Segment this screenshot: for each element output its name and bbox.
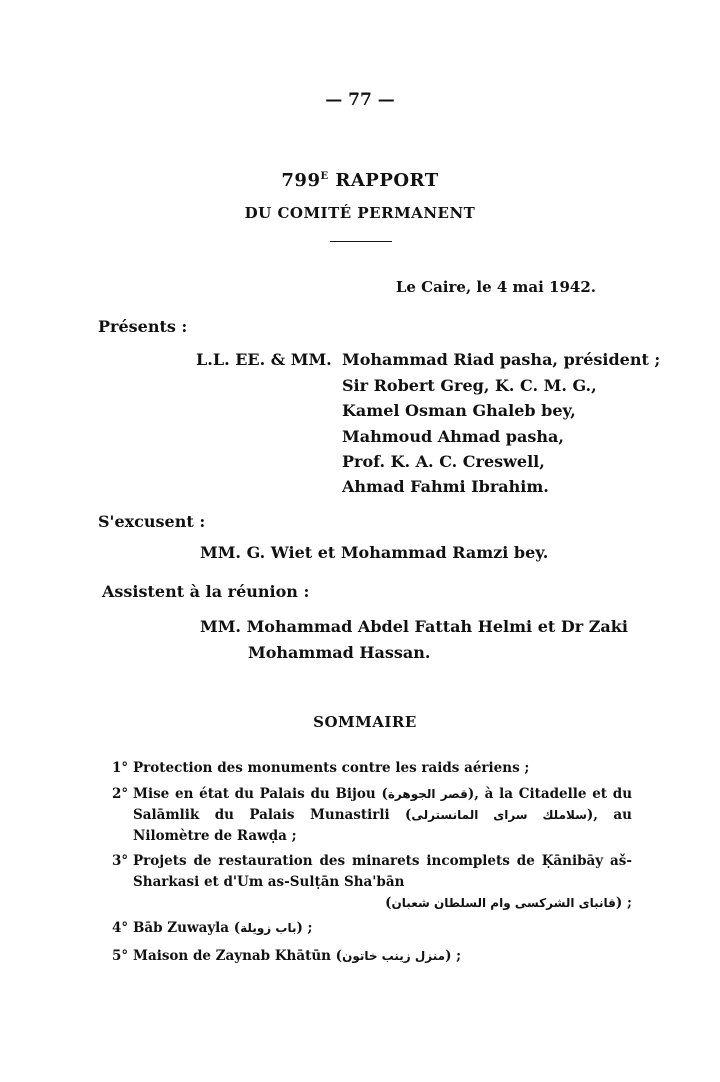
sommaire-heading: SOMMAIRE — [313, 713, 417, 731]
report-number-suffix: E — [320, 171, 329, 182]
report-subtitle: DU COMITÉ PERMANENT — [244, 204, 476, 222]
attendees — [200, 614, 640, 666]
item-text: Protection des monuments contre les raids aériens ; — [133, 760, 530, 776]
arabic-text: باب زويلة — [240, 921, 297, 935]
sommaire-item-3 — [112, 851, 632, 914]
excusent-label: S'excusent : — [98, 512, 206, 531]
item-number: 2° — [112, 786, 129, 802]
excused-members: MM. G. Wiet et Mohammad Ramzi bey. — [200, 543, 549, 562]
sommaire-item-5 — [112, 946, 632, 967]
sommaire-item-2 — [112, 784, 632, 847]
arabic-text: سلاملك سراى المانسترلى — [411, 808, 587, 822]
item-text: Mise en état du Palais du Bijou (قصر الجوهرة), à la Citadelle et du Salāmlik du Palais Munastirli (سلاملك سراى المانسترلى), au Nilomètre de Rawḍa ; — [133, 786, 633, 844]
member-1: Mohammad Riad pasha, président ; — [342, 350, 661, 369]
member-4: Mahmoud Ahmad pasha, — [342, 427, 564, 446]
members-prefix: L.L. EE. & MM. — [196, 350, 332, 369]
attendees-line-2: Mohammad Hassan. — [248, 643, 431, 662]
arabic-text: قصر الجوهرة — [387, 787, 468, 801]
report-title-word: RAPPORT — [328, 170, 439, 191]
member-5: Prof. K. A. C. Creswell, — [342, 452, 545, 471]
report-title — [0, 170, 720, 191]
arabic-text: منزل زينب خاتون — [342, 949, 446, 963]
item-number: 4° — [112, 920, 129, 936]
item-text: Projets de restauration des minarets incomplets de Ḳānibāy aš-Sharkasi et d'Um as-Sulṭān Sha'bān (قانباى الشركسى وام السلطان شعبان) ; — [133, 853, 632, 911]
item-text: Bāb Zuwayla (باب زويلة) ; — [133, 920, 313, 936]
arabic-text: قانباى الشركسى وام السلطان شعبان — [391, 896, 616, 910]
assistent-label: Assistent à la réunion : — [102, 582, 310, 601]
presents-label: Présents : — [98, 317, 188, 336]
member-3: Kamel Osman Ghaleb bey, — [342, 401, 576, 420]
dateline: Le Caire, le 4 mai 1942. — [395, 278, 596, 296]
sommaire-item-4 — [112, 918, 632, 939]
arabic-wrap: (قانباى الشركسى وام السلطان شعبان) ; — [385, 895, 632, 911]
member-2: Sir Robert Greg, K. C. M. G., — [342, 376, 597, 395]
attendees-line-1: MM. Mohammad Abdel Fattah Helmi et Dr Zaki — [200, 617, 628, 636]
title-divider — [330, 241, 392, 242]
report-number: 799 — [281, 170, 321, 191]
item-text: Maison de Zaynab Khātūn (منزل زينب خاتون) ; — [133, 948, 462, 964]
item-number: 1° — [112, 760, 129, 776]
member-6: Ahmad Fahmi Ibrahim. — [342, 477, 549, 496]
item-number: 5° — [112, 948, 129, 964]
item-number: 3° — [112, 853, 129, 869]
page-number: — 77 — — [325, 90, 395, 110]
sommaire-item-1 — [112, 758, 632, 779]
